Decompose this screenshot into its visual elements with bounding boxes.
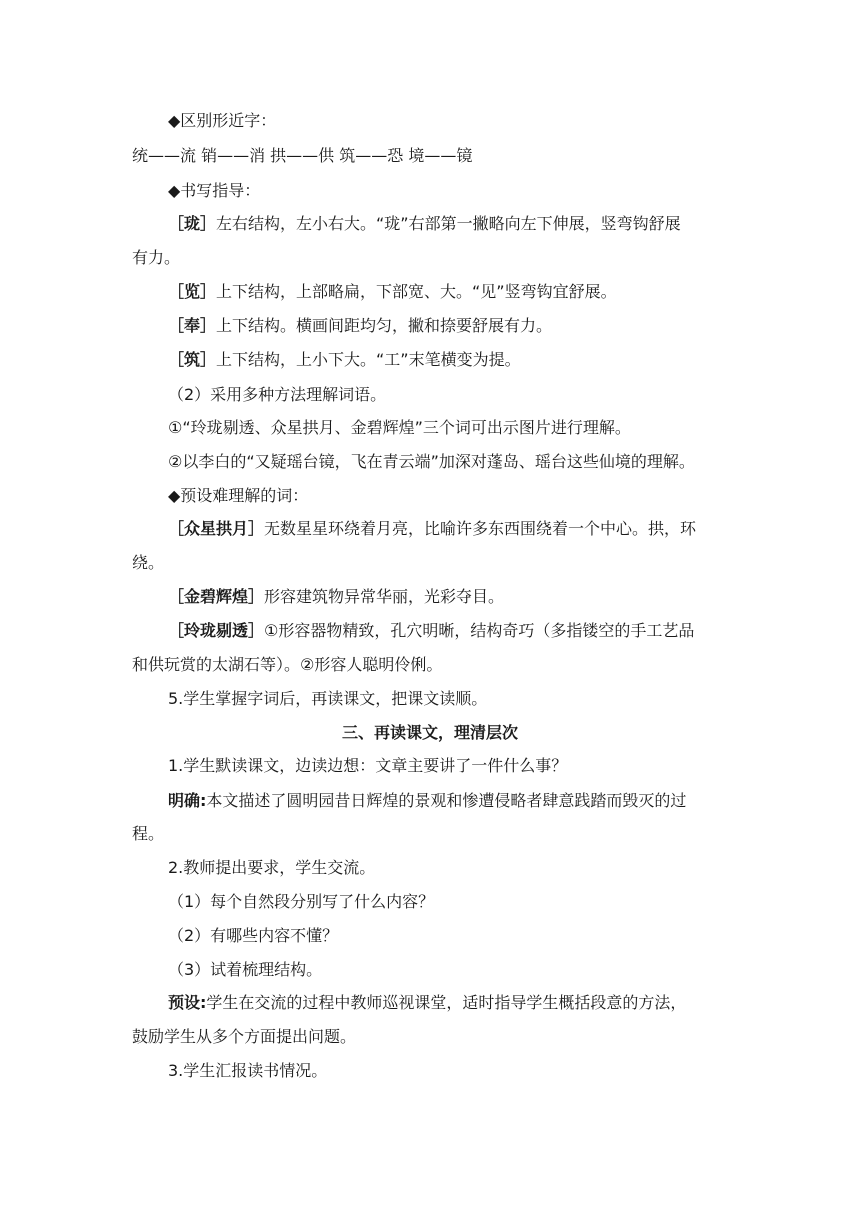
guide-item-feng xyxy=(168,316,552,338)
similar-characters-list: 统——流 销——消 拱——供 筑——恐 境——镜 xyxy=(132,146,473,165)
requirement-2: （2）有哪些内容不懂？ xyxy=(168,926,339,945)
heading-difficult-words: ◆预设难理解的词： xyxy=(168,486,309,505)
guide-item-lan xyxy=(168,282,617,304)
clarification-label: 明确: xyxy=(168,791,207,810)
term-text: 上下结构。横画间距均匀，撇和捺要舒展有力。 xyxy=(216,316,553,335)
preset-continued: 鼓励学生从多个方面提出问题。 xyxy=(132,1027,357,1046)
heading-similar-characters: ◆区别形近字： xyxy=(168,111,277,130)
requirement-3: （3）试着梳理结构。 xyxy=(168,960,323,979)
term-text: ①形容器物精致，孔穴明晰，结构奇巧（多指镂空的手工艺品 xyxy=(264,621,695,640)
preset-text: 学生在交流的过程中教师巡视课堂，适时指导学生概括段意的方法， xyxy=(206,993,687,1012)
guide-item-long xyxy=(168,214,681,236)
requirement-1: （1）每个自然段分别写了什么内容？ xyxy=(168,892,435,911)
word-item-jinbi xyxy=(168,587,504,609)
step-5: 5.学生掌握字词后，再读课文，把课文读顺。 xyxy=(168,689,488,708)
term-text: 上下结构，上小下大。“工”末笔横变为提。 xyxy=(216,350,521,369)
preset-label: 预设: xyxy=(168,993,207,1012)
guide-item-long-continued: 有力。 xyxy=(132,248,181,267)
term-label: ［众星拱月］ xyxy=(168,519,265,538)
word-item-linglong xyxy=(168,621,694,643)
term-label: ［筑］ xyxy=(168,350,217,369)
term-label: ［金碧辉煌］ xyxy=(168,587,265,606)
word-item-zhongxing-continued: 绕。 xyxy=(132,553,165,572)
heading-writing-guide: ◆书写指导： xyxy=(168,181,261,200)
term-text: 形容建筑物异常华丽，光彩夺目。 xyxy=(264,587,505,606)
clarification-continued: 程。 xyxy=(132,824,165,843)
step-2: 2.教师提出要求，学生交流。 xyxy=(168,858,376,877)
term-label: ［玲珑剔透］ xyxy=(168,621,265,640)
term-text: 左右结构，左小右大。“珑”右部第一撇略向左下伸展，竖弯钩舒展 xyxy=(216,214,681,233)
guide-item-zhu xyxy=(168,350,521,372)
term-label: ［览］ xyxy=(168,282,217,301)
term-label: ［奉］ xyxy=(168,316,217,335)
step-3: 3.学生汇报读书情况。 xyxy=(168,1061,328,1080)
clarification-text: 本文描述了圆明园昔日辉煌的景观和惨遭侵略者肆意践踏而毁灭的过 xyxy=(206,791,687,810)
clarification-paragraph xyxy=(168,791,686,813)
method-item-2: ②以李白的“又疑瑶台镜，飞在青云端”加深对蓬岛、瑶台这些仙境的理解。 xyxy=(168,452,695,471)
section-heading-3: 三、再读课文，理清层次 xyxy=(341,723,518,742)
method-item-1: ①“玲珑剔透、众星拱月、金碧辉煌”三个词可出示图片进行理解。 xyxy=(168,418,631,437)
term-text: 无数星星环绕着月亮，比喻许多东西围绕着一个中心。拱，环 xyxy=(264,519,697,538)
word-item-linglong-continued: 和供玩赏的太湖石等）。②形容人聪明伶俐。 xyxy=(132,655,443,674)
preset-paragraph xyxy=(168,993,686,1015)
term-label: ［珑］ xyxy=(168,214,217,233)
step-1: 1.学生默读课文，边读边想：文章主要讲了一件什么事？ xyxy=(168,756,568,775)
word-item-zhongxing xyxy=(168,519,696,541)
term-text: 上下结构，上部略扁，下部宽、大。“见”竖弯钩宜舒展。 xyxy=(216,282,617,301)
step-understand-words: （2）采用多种方法理解词语。 xyxy=(168,385,387,404)
